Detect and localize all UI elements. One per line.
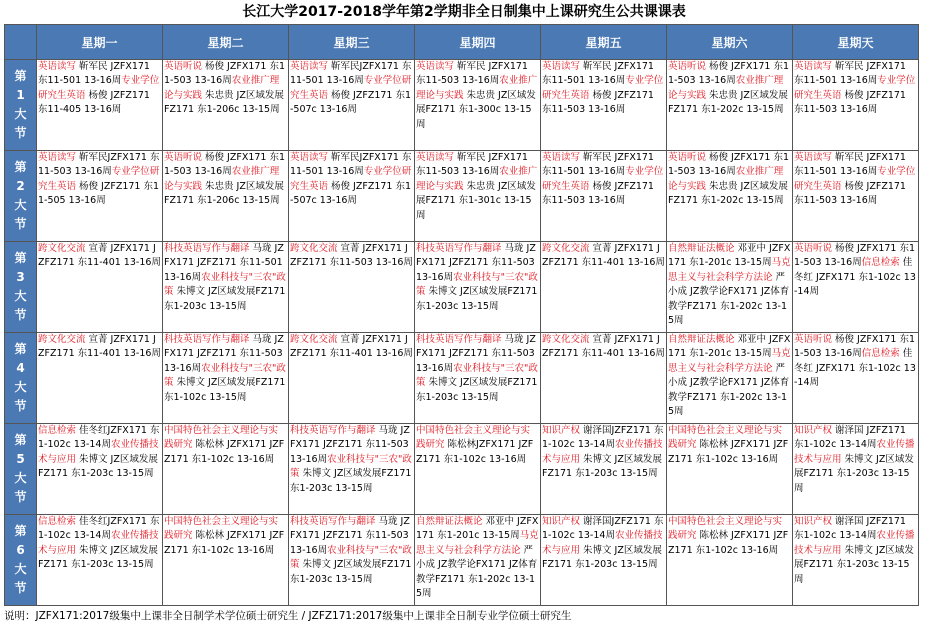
course-name: 英语听说: [668, 61, 707, 72]
course-name: 科技英语写作与翻译: [290, 425, 376, 436]
schedule-cell: [37, 424, 163, 515]
course-name: 信息检索: [38, 516, 77, 527]
course-name: 信息检索: [38, 425, 77, 436]
course-detail: 佳冬红 JZFX171 东1-102c 13-14周: [794, 257, 916, 298]
slot-label: 第 2 大 节: [5, 151, 37, 242]
footnote: 说明：JZFX171:2017级集中上课非全日制学术学位硕士研究生 / JZFZ171:2017级集中上课非全日制专业学位硕士研究生: [4, 610, 572, 622]
timetable-row: [5, 151, 919, 242]
course-name: 农业传播技术与应用: [794, 530, 915, 556]
course-name: 信息检索: [861, 257, 900, 269]
course-detail: 谢泽国 JZFZ171 东1-102c 13-14周: [794, 516, 906, 542]
course-name: 知识产权: [794, 425, 833, 436]
course-name: 英语听说: [668, 152, 707, 163]
schedule-cell: [289, 242, 415, 333]
course-detail: 马珑 JZFX171 JZFZ171 东11-503 13-16周: [290, 425, 410, 465]
course-name: 农业科技与"三农"政策: [164, 271, 286, 298]
slot-label: 第 3 大 节: [5, 242, 37, 333]
schedule-cell: [541, 242, 667, 333]
schedule-cell: [667, 242, 793, 333]
course-name: 农业传播技术与应用: [794, 439, 915, 465]
schedule-cell: [667, 333, 793, 424]
course-name: 英语听说: [794, 243, 833, 254]
timetable-row: [5, 242, 919, 333]
timetable-row: [5, 60, 919, 151]
schedule-cell: [289, 515, 415, 606]
course-name: 农业推广理论与实践: [164, 166, 280, 192]
slot-label: 第 5 大 节: [5, 424, 37, 515]
course-name: 科技英语写作与翻译: [416, 334, 502, 345]
course-detail: 宣菁 JZFX171 JZFZ171 东11-401 13-16周: [542, 243, 665, 269]
course-detail: 朱博文 JZ区域发展FZ171 东1-203c 13-15周: [416, 286, 538, 312]
course-detail: 佳冬红 JZFX171 东1-102c 13-14周: [794, 348, 916, 389]
course-name: 英语读写: [38, 61, 77, 72]
course-name: 专业学位研究生英语: [290, 166, 412, 192]
course-detail: 杨俊 JZFX171 东11-503 13-16周: [668, 61, 790, 87]
course-detail: 谢泽国JZFZ171 东1-102c 13-14周: [542, 425, 664, 451]
course-name: 自然辩证法概论: [668, 243, 735, 254]
course-detail: 杨俊 JZFZ171 东11-503 13-16周: [542, 180, 654, 207]
course-name: 马克思主义与社会科学方法论: [416, 530, 539, 556]
course-detail: 宣菁 JZFX171 JZFZ171 东11-503 13-16周: [290, 243, 413, 269]
schedule-cell: [37, 515, 163, 606]
course-name: 英语读写: [290, 61, 329, 72]
schedule-cell: [163, 424, 289, 515]
course-detail: 邓亚中 JZFX171 东1-201c 13-15周: [668, 243, 791, 269]
schedule-cell: [541, 333, 667, 424]
course-detail: 朱博文 JZ区域发展FZ171 东1-203c 13-15周: [290, 468, 412, 494]
course-detail: 靳军民JZFX171 东11-501 13-16周: [290, 152, 412, 178]
timetable: [4, 24, 919, 606]
course-name: 科技英语写作与翻译: [164, 243, 250, 254]
course-name: 中国特色社会主义理论与实践研究: [416, 425, 531, 451]
schedule-cell: [415, 333, 541, 424]
day-header-mon: 星期一: [37, 25, 163, 60]
schedule-cell: [289, 60, 415, 151]
course-detail: 马珑 JZFX171 JZFZ171 东11-503 13-16周: [164, 334, 284, 374]
course-detail: 邓亚中 JZFX171 东1-201c 13-15周: [416, 516, 539, 542]
course-name: 农业推广理论与实践: [668, 75, 784, 101]
course-detail: 朱博文 JZ区域发展FZ171 东1-203c 13-15周: [38, 453, 158, 480]
schedule-cell: [667, 515, 793, 606]
course-detail: 杨俊 JZFZ171 东11-505 13-16周: [38, 180, 160, 207]
course-name: 专业学位研究生英语: [542, 75, 664, 101]
schedule-cell: [415, 60, 541, 151]
course-name: 英语读写: [794, 152, 833, 163]
course-detail: 杨俊 JZFZ171 东11-405 13-16周: [38, 89, 150, 116]
course-detail: 宣菁 JZFX171 JZFZ171 东11-401 13-16周: [542, 334, 665, 360]
schedule-cell: [793, 60, 919, 151]
schedule-cell: [667, 151, 793, 242]
course-detail: 靳军民 JZFX171 东11-503 13-16周: [416, 152, 528, 178]
course-detail: 靳军民 JZFX171 东11-501 13-16周: [38, 61, 150, 87]
schedule-cell: [793, 242, 919, 333]
course-detail: 严小成 JZ教学论FX171 JZ体育教学FZ171 东1-202c 13-15周: [416, 544, 538, 600]
schedule-cell: [289, 424, 415, 515]
course-name: 知识产权: [542, 425, 581, 436]
course-name: 农业推广理论与实践: [668, 166, 784, 192]
schedule-cell: [163, 515, 289, 606]
course-name: 农业推广理论与实践: [164, 75, 280, 101]
course-detail: 杨俊 JZFX171 东11-503 13-16周: [668, 152, 790, 178]
day-header-thu: 星期四: [415, 25, 541, 60]
course-detail: 邓亚中 JZFX171 东1-201c 13-15周: [668, 334, 791, 360]
course-name: 英语听说: [794, 334, 833, 345]
course-detail: 杨俊 JZFZ171 东11-503 13-16周: [794, 180, 906, 207]
course-name: 农业传播技术与应用: [542, 439, 663, 465]
course-name: 跨文化交流: [542, 243, 590, 254]
course-detail: 靳军民JZFX171 东11-501 13-16周: [290, 61, 412, 87]
schedule-cell: [415, 151, 541, 242]
schedule-cell: [415, 424, 541, 515]
course-detail: 朱博文 JZ区域发展FZ171 东1-203c 13-15周: [542, 544, 662, 571]
course-name: 农业推广理论与实践: [416, 166, 538, 192]
course-name: 专业学位研究生英语: [38, 75, 160, 101]
course-name: 跨文化交流: [290, 334, 338, 345]
course-detail: 朱忠贵 JZ区域发展FZ171 东1-206c 13-15周: [164, 89, 284, 116]
schedule-cell: [541, 151, 667, 242]
course-detail: 宣菁 JZFX171 JZFZ171 东11-401 13-16周: [38, 334, 161, 360]
course-name: 中国特色社会主义理论与实践研究: [164, 516, 279, 542]
course-name: 英语读写: [416, 152, 455, 163]
course-detail: 马珑 JZFX171 JZFZ171 东11-503 13-16周: [290, 516, 410, 556]
course-name: 农业传播技术与应用: [38, 439, 159, 465]
timetable-row: [5, 333, 919, 424]
course-name: 跨文化交流: [290, 243, 338, 254]
course-name: 农业科技与"三农"政策: [290, 453, 412, 480]
course-name: 英语读写: [290, 152, 329, 163]
course-name: 中国特色社会主义理论与实践研究: [668, 425, 783, 451]
course-detail: 杨俊 JZFZ171 东11-503 13-16周: [542, 89, 654, 116]
header-row: [5, 25, 919, 60]
course-name: 英语读写: [542, 152, 581, 163]
schedule-cell: [793, 333, 919, 424]
timetable-row: [5, 515, 919, 606]
course-name: 马克思主义与社会科学方法论: [668, 348, 791, 374]
course-name: 知识产权: [542, 516, 581, 527]
course-detail: 杨俊 JZFX171 东11-503 13-16周: [794, 334, 916, 360]
schedule-cell: [541, 424, 667, 515]
course-detail: 马珑 JZFX171 JZFZ171 东11-503 13-16周: [416, 334, 536, 374]
slot-label: 第 1 大 节: [5, 60, 37, 151]
schedule-cell: [793, 151, 919, 242]
course-name: 知识产权: [794, 516, 833, 527]
course-name: 中国特色社会主义理论与实践研究: [164, 425, 279, 451]
course-name: 科技英语写作与翻译: [416, 243, 502, 254]
course-name: 专业学位研究生英语: [290, 75, 412, 101]
course-detail: 杨俊 JZFX171 东11-503 13-16周: [164, 61, 286, 87]
course-name: 英语读写: [794, 61, 833, 72]
course-name: 跨文化交流: [38, 243, 86, 254]
course-detail: 杨俊 JZFZ171 东11-503 13-16周: [794, 89, 906, 116]
course-name: 农业科技与"三农"政策: [290, 544, 412, 571]
course-detail: 靳军民 JZFX171 东11-501 13-16周: [542, 61, 654, 87]
course-detail: 靳军民 JZFX171 东11-503 13-16周: [416, 61, 528, 87]
slot-label: 第 4 大 节: [5, 333, 37, 424]
course-detail: 马珑 JZFX171 JZFZ171 东11-503 13-16周: [416, 243, 536, 283]
course-name: 农业科技与"三农"政策: [164, 362, 286, 389]
course-name: 专业学位研究生英语: [794, 166, 916, 192]
course-detail: 马珑 JZFX171 JZFZ171 东11-501 13-16周: [164, 243, 284, 283]
schedule-cell: [541, 515, 667, 606]
course-name: 农业传播技术与应用: [542, 530, 663, 556]
course-detail: 宣菁 JZFX171 JZFZ171 东11-401 13-16周: [290, 334, 413, 360]
course-detail: 佳冬红JZFX171 东1-102c 13-14周: [38, 425, 160, 451]
course-detail: 杨俊 JZFX171 东11-503 13-16周: [164, 152, 286, 178]
course-detail: 朱博文 JZ区域发展FZ171 东1-203c 13-15周: [290, 559, 412, 585]
page-title: 长江大学2017-2018学年第2学期非全日制集中上课研究生公共课课表: [242, 4, 686, 20]
schedule-cell: [667, 60, 793, 151]
course-detail: 严小成 JZ教学论FX171 JZ体育教学FZ171 东1-202c 13-15周: [668, 271, 790, 327]
day-header-fri: 星期五: [541, 25, 667, 60]
course-detail: 严小成 JZ教学论FX171 JZ体育教学FZ171 东1-202c 13-15周: [668, 362, 790, 418]
schedule-cell: [163, 60, 289, 151]
course-name: 科技英语写作与翻译: [164, 334, 250, 345]
schedule-cell: [163, 333, 289, 424]
course-detail: 朱忠贵 JZ区域发展FZ171 东1-300c 13-15周: [416, 89, 536, 130]
course-name: 农业传播技术与应用: [38, 530, 159, 556]
course-detail: 杨俊 JZFZ171 东1-507c 13-16周: [290, 180, 412, 207]
course-detail: 杨俊 JZFX171 东11-503 13-16周: [794, 243, 916, 269]
timetable-row: [5, 424, 919, 515]
course-detail: 靳军民 JZFX171 东11-501 13-16周: [794, 152, 906, 178]
course-detail: 陈松林 JZFX171 JZFZ171 东1-102c 13-16周: [164, 530, 285, 556]
course-detail: 朱忠贵 JZ区域发展FZ171 东1-301c 13-15周: [416, 180, 536, 221]
course-detail: 谢泽国 JZFZ171 东1-102c 13-14周: [794, 425, 906, 451]
day-header-tue: 星期二: [163, 25, 289, 60]
course-name: 专业学位研究生英语: [38, 166, 160, 192]
schedule-cell: [37, 242, 163, 333]
schedule-cell: [541, 60, 667, 151]
course-detail: 朱博文 JZ区域发展FZ171 东1-203c 13-15周: [794, 453, 914, 494]
course-name: 农业科技与"三农"政策: [416, 271, 538, 298]
course-detail: 朱博文 JZ区域发展FZ171 东1-203c 13-15周: [164, 286, 286, 312]
course-name: 英语读写: [38, 152, 77, 163]
schedule-cell: [289, 151, 415, 242]
course-detail: 谢泽国JZFZ171 东1-102c 13-14周: [542, 516, 664, 542]
course-name: 英语读写: [416, 61, 455, 72]
course-name: 农业推广理论与实践: [416, 75, 538, 101]
schedule-cell: [415, 242, 541, 333]
course-name: 专业学位研究生英语: [794, 75, 916, 101]
course-name: 英语听说: [164, 152, 203, 163]
schedule-cell: [793, 424, 919, 515]
course-detail: 杨俊 JZFZ171 东1-507c 13-16周: [290, 89, 412, 116]
schedule-cell: [667, 424, 793, 515]
course-name: 科技英语写作与翻译: [290, 516, 376, 527]
course-detail: 朱忠贵 JZ区域发展FZ171 东1-202c 13-15周: [668, 180, 788, 207]
course-detail: 佳冬红JZFX171 东1-102c 13-14周: [38, 516, 160, 542]
schedule-cell: [163, 151, 289, 242]
course-name: 中国特色社会主义理论与实践研究: [668, 516, 783, 542]
slot-label: 第 6 大 节: [5, 515, 37, 606]
course-detail: 宣菁 JZFX171 JZFZ171 东11-401 13-16周: [38, 243, 161, 269]
corner-cell: [5, 25, 37, 60]
schedule-cell: [289, 333, 415, 424]
schedule-cell: [793, 515, 919, 606]
course-detail: 靳军民 JZFX171 东11-501 13-16周: [794, 61, 906, 87]
course-detail: 朱博文 JZ区域发展FZ171 东1-203c 13-15周: [38, 544, 158, 571]
course-name: 跨文化交流: [38, 334, 86, 345]
course-detail: 陈松林 JZFX171 JZFZ171 东1-102c 13-16周: [668, 439, 789, 465]
course-detail: 朱忠贵 JZ区域发展FZ171 东1-202c 13-15周: [668, 89, 788, 116]
course-detail: 陈松林 JZFX171 JZFZ171 东1-102c 13-16周: [668, 530, 789, 556]
schedule-cell: [37, 151, 163, 242]
course-name: 英语读写: [542, 61, 581, 72]
course-name: 自然辩证法概论: [416, 516, 483, 527]
course-name: 跨文化交流: [542, 334, 590, 345]
course-name: 自然辩证法概论: [668, 334, 735, 345]
day-header-sun: 星期天: [793, 25, 919, 60]
course-name: 马克思主义与社会科学方法论: [668, 257, 791, 283]
course-name: 英语听说: [164, 61, 203, 72]
course-detail: 靳军民 JZFX171 东11-501 13-16周: [542, 152, 654, 178]
schedule-cell: [163, 242, 289, 333]
course-detail: 朱博文 JZ区域发展FZ171 东1-102c 13-15周: [164, 377, 286, 403]
course-name: 专业学位研究生英语: [542, 166, 664, 192]
course-detail: 靳军民JZFX171 东11-503 13-16周: [38, 152, 160, 178]
day-header-sat: 星期六: [667, 25, 793, 60]
course-detail: 朱博文 JZ区域发展FZ171 东1-203c 13-15周: [542, 453, 662, 480]
course-detail: 陈松林 JZFX171 JZFZ171 东1-102c 13-16周: [164, 439, 285, 465]
course-detail: 朱博文 JZ区域发展FZ171 东1-203c 13-15周: [794, 544, 914, 585]
day-header-wed: 星期三: [289, 25, 415, 60]
schedule-cell: [37, 333, 163, 424]
course-detail: 朱博文 JZ区域发展FZ171 东1-203c 13-15周: [416, 377, 538, 403]
course-name: 农业科技与"三农"政策: [416, 362, 538, 389]
schedule-cell: [37, 60, 163, 151]
schedule-cell: [415, 515, 541, 606]
course-detail: 陈松林JZFX171 JZFZ171 东1-102c 13-16周: [416, 439, 534, 465]
course-detail: 朱忠贵 JZ区域发展FZ171 东1-206c 13-15周: [164, 180, 284, 207]
course-name: 信息检索: [861, 348, 900, 360]
